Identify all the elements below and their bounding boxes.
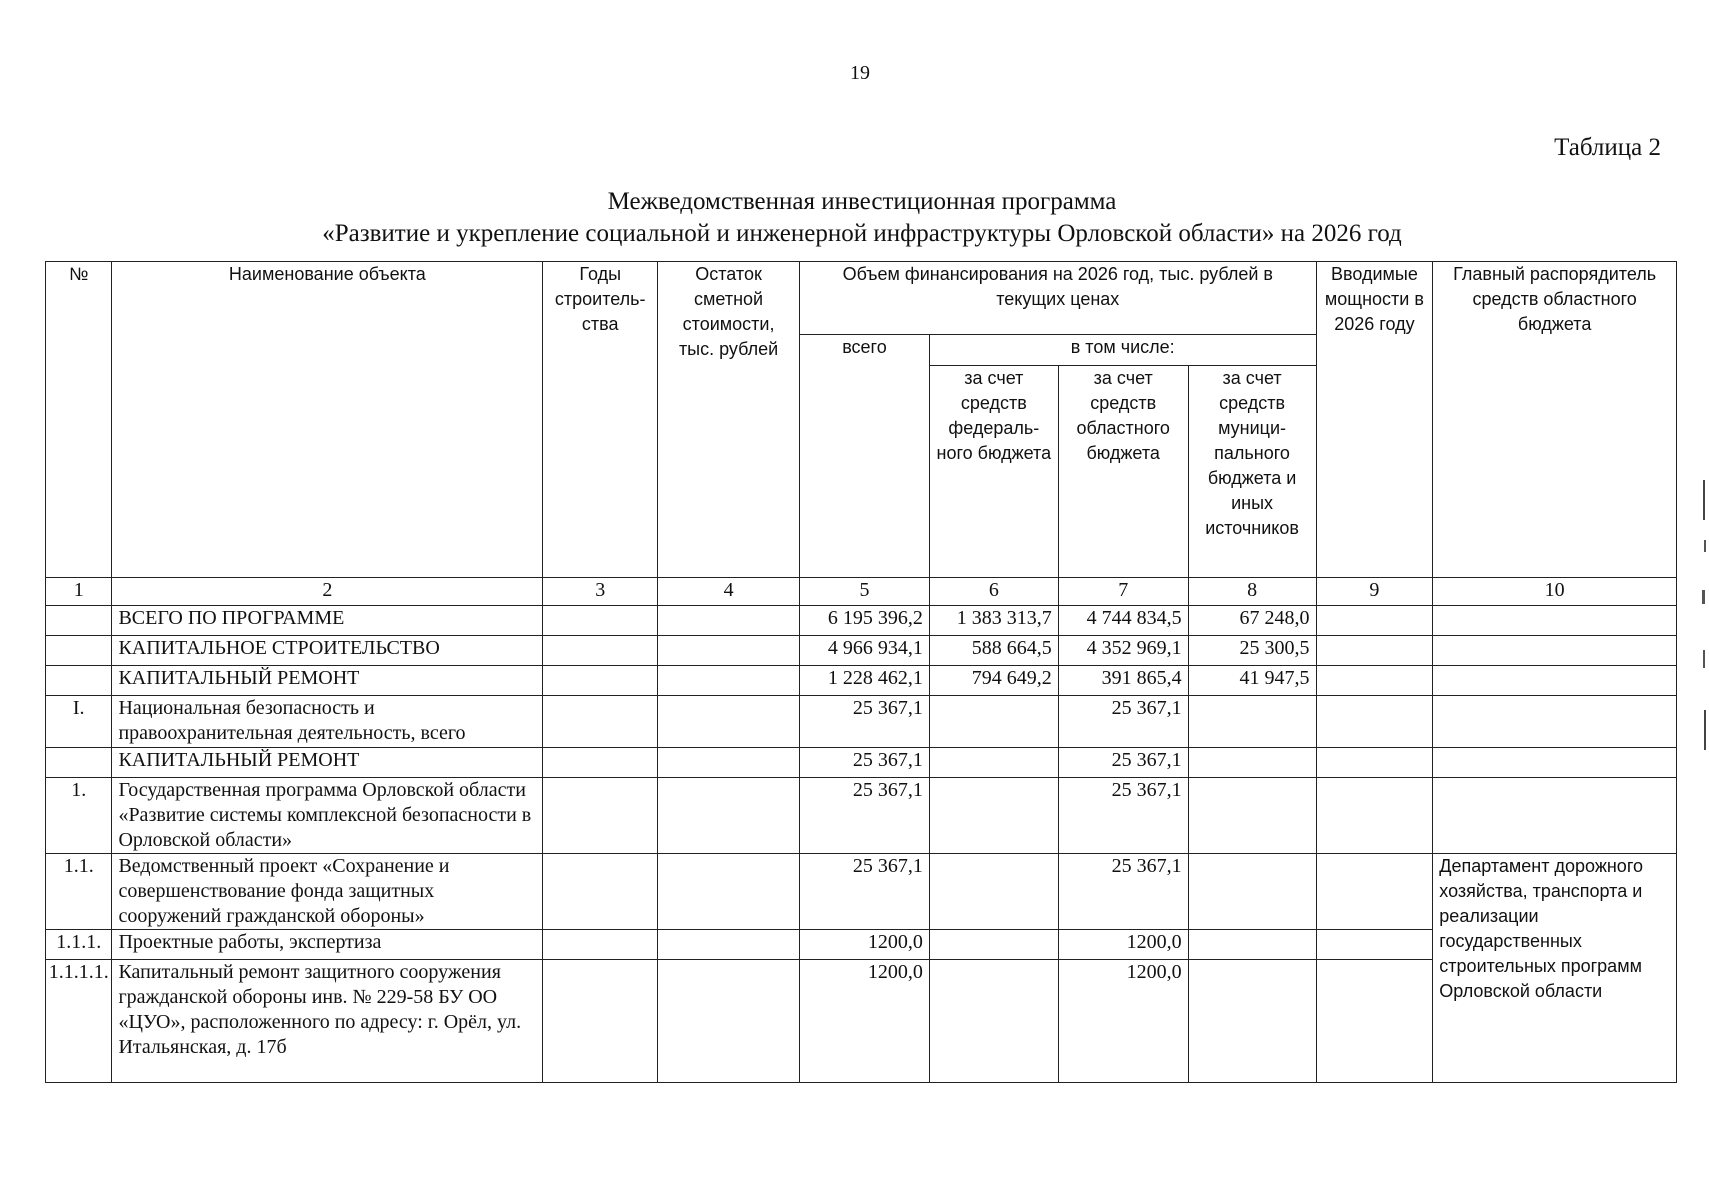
row-municipal: 41 947,5 <box>1188 666 1316 696</box>
row-total: 25 367,1 <box>800 854 930 930</box>
table-row <box>46 778 1677 854</box>
row-num <box>46 606 112 636</box>
column-number: 1 <box>46 578 112 606</box>
column-number: 7 <box>1058 578 1188 606</box>
column-number: 10 <box>1433 578 1677 606</box>
row-num: 1.1.1.1. <box>46 960 112 1083</box>
row-federal <box>929 696 1058 748</box>
row-federal: 794 649,2 <box>929 666 1058 696</box>
table-row <box>46 606 1677 636</box>
row-federal: 1 383 313,7 <box>929 606 1058 636</box>
table-label: Таблица 2 <box>1554 134 1661 161</box>
header-remainder: Остаток сметной стоимости, тыс. рублей <box>658 262 800 578</box>
investment-program-table <box>45 261 1677 1083</box>
table-row <box>46 930 1677 960</box>
column-number: 8 <box>1188 578 1316 606</box>
row-municipal <box>1188 854 1316 930</box>
row-num <box>46 666 112 696</box>
table-row <box>46 960 1677 1083</box>
row-regional: 1200,0 <box>1058 960 1188 1083</box>
header-total: всего <box>800 335 930 578</box>
row-total: 1200,0 <box>800 930 930 960</box>
row-municipal <box>1188 748 1316 778</box>
row-name: Национальная безопасность и правоохранительная деятельность, всего <box>112 696 543 748</box>
header-years: Годы строитель-ства <box>543 262 658 578</box>
row-num: 1.1. <box>46 854 112 930</box>
row-federal <box>929 960 1058 1083</box>
scan-margin-marks <box>1701 480 1709 780</box>
row-municipal <box>1188 696 1316 748</box>
header-num: № <box>46 262 112 578</box>
row-num <box>46 636 112 666</box>
row-federal <box>929 748 1058 778</box>
column-number: 4 <box>658 578 800 606</box>
row-name: Капитальный ремонт защитного сооружения гражданской обороны инв. № 229-58 БУ ОО «ЦУО», расположенного по адресу: г. Орёл, ул. Итальянская, д. 17б <box>112 960 543 1083</box>
header-including: в том числе: <box>929 335 1316 366</box>
row-num: I. <box>46 696 112 748</box>
row-name: Ведомственный проект «Сохранение и совершенствование фонда защитных сооружений гражданской обороны» <box>112 854 543 930</box>
table-row <box>46 748 1677 778</box>
table-row <box>46 636 1677 666</box>
page-number: 19 <box>850 62 870 84</box>
header-financing: Объем финансирования на 2026 год, тыс. рублей в текущих ценах <box>800 262 1316 335</box>
row-federal <box>929 930 1058 960</box>
row-total: 25 367,1 <box>800 748 930 778</box>
row-regional: 25 367,1 <box>1058 778 1188 854</box>
column-number: 5 <box>800 578 930 606</box>
row-regional: 25 367,1 <box>1058 696 1188 748</box>
row-num: 1. <box>46 778 112 854</box>
row-total: 1 228 462,1 <box>800 666 930 696</box>
row-regional: 4 352 969,1 <box>1058 636 1188 666</box>
row-municipal <box>1188 960 1316 1083</box>
header-capacity: Вводимые мощности в 2026 году <box>1316 262 1433 578</box>
row-name: Государственная программа Орловской области «Развитие системы комплексной безопасности в Орловской области» <box>112 778 543 854</box>
row-total: 25 367,1 <box>800 778 930 854</box>
column-number: 3 <box>543 578 658 606</box>
row-total: 6 195 396,2 <box>800 606 930 636</box>
header-municipal: за счет средств муници-пального бюджета и иных источников <box>1188 366 1316 578</box>
row-total: 4 966 934,1 <box>800 636 930 666</box>
column-number: 2 <box>112 578 543 606</box>
row-municipal <box>1188 778 1316 854</box>
row-name: ВСЕГО ПО ПРОГРАММЕ <box>112 606 543 636</box>
row-num <box>46 748 112 778</box>
header-federal: за счет средств федераль-ного бюджета <box>929 366 1058 578</box>
row-regional: 25 367,1 <box>1058 748 1188 778</box>
row-total: 25 367,1 <box>800 696 930 748</box>
column-number: 6 <box>929 578 1058 606</box>
row-federal: 588 664,5 <box>929 636 1058 666</box>
title-line-2: «Развитие и укрепление социальной и инженерной инфраструктуры Орловской области» на 2026 год <box>322 220 1402 247</box>
column-number: 9 <box>1316 578 1433 606</box>
row-regional: 1200,0 <box>1058 930 1188 960</box>
title-line-1: Межведомственная инвестиционная программа <box>607 188 1117 215</box>
row-name: КАПИТАЛЬНЫЙ РЕМОНТ <box>112 748 543 778</box>
header-manager: Главный распорядитель средств областного бюджета <box>1433 262 1677 578</box>
row-regional: 4 744 834,5 <box>1058 606 1188 636</box>
row-federal <box>929 778 1058 854</box>
row-regional: 391 865,4 <box>1058 666 1188 696</box>
row-regional: 25 367,1 <box>1058 854 1188 930</box>
row-name: КАПИТАЛЬНЫЙ РЕМОНТ <box>112 666 543 696</box>
document-title <box>48 186 1676 250</box>
table-row <box>46 854 1677 930</box>
table-row <box>46 696 1677 748</box>
row-municipal: 67 248,0 <box>1188 606 1316 636</box>
row-federal <box>929 854 1058 930</box>
header-regional: за счет средств областного бюджета <box>1058 366 1188 578</box>
row-total: 1200,0 <box>800 960 930 1083</box>
row-num: 1.1.1. <box>46 930 112 960</box>
header-name: Наименование объекта <box>112 262 543 578</box>
row-municipal: 25 300,5 <box>1188 636 1316 666</box>
row-municipal <box>1188 930 1316 960</box>
column-number-row <box>46 578 1677 606</box>
row-name: КАПИТАЛЬНОЕ СТРОИТЕЛЬСТВО <box>112 636 543 666</box>
row-name: Проектные работы, экспертиза <box>112 930 543 960</box>
table-row <box>46 666 1677 696</box>
manager-cell: Департамент дорожного хозяйства, транспорта и реализации государственных строительных программ Орловской области <box>1433 854 1677 1083</box>
